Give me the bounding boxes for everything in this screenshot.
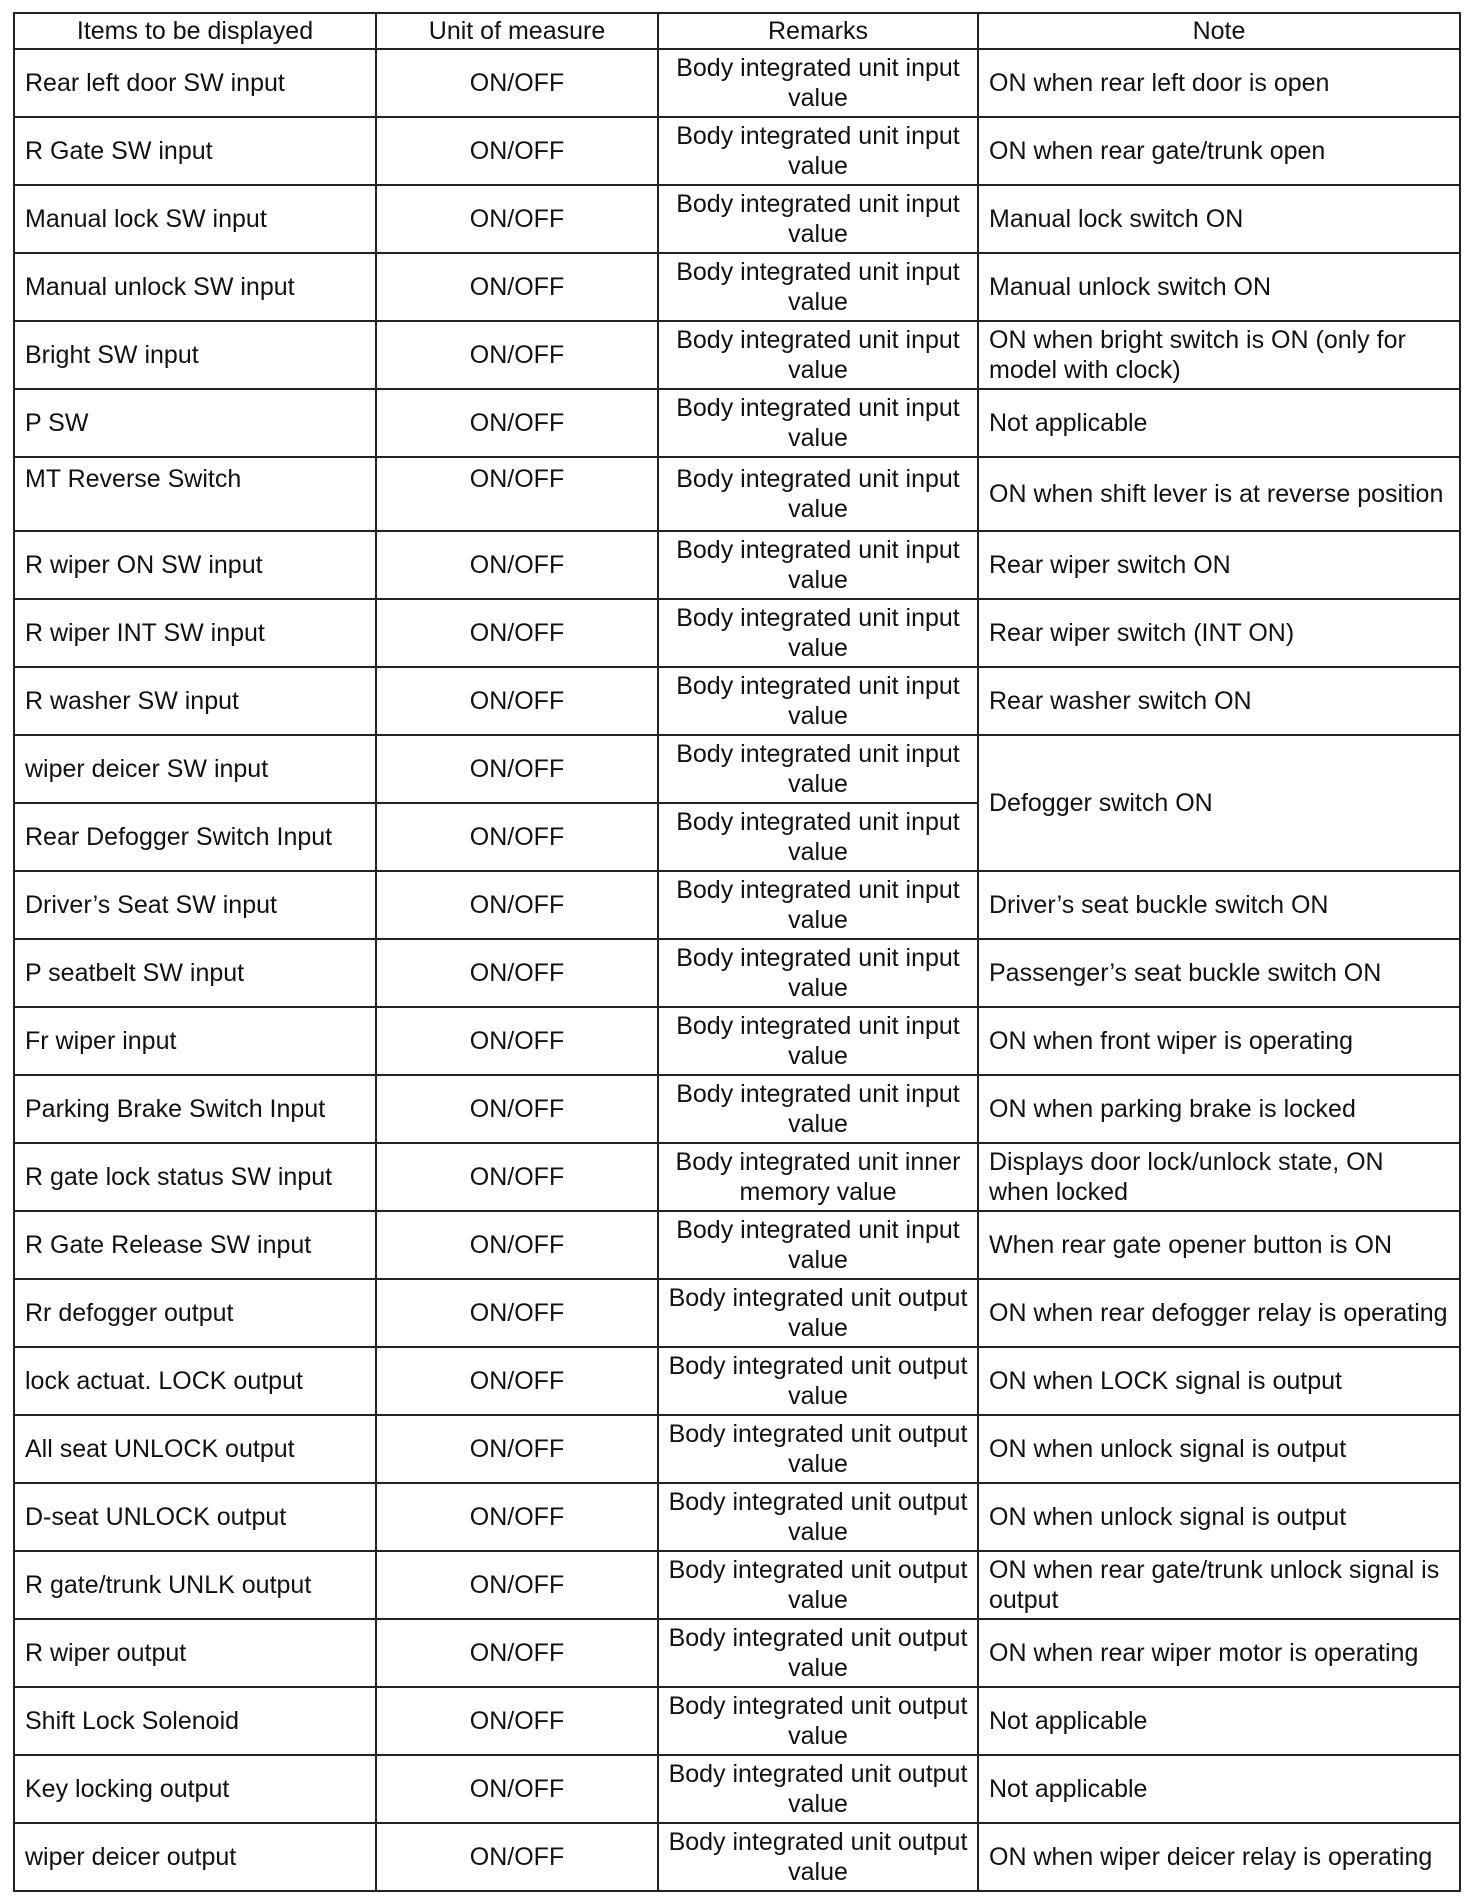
item-cell: Bright SW input [14, 321, 376, 389]
table-row [14, 1211, 1460, 1279]
table-row [14, 1143, 1460, 1211]
data-table [13, 12, 1461, 1892]
table-row [14, 389, 1460, 457]
unit-cell: ON/OFF [376, 253, 658, 321]
item-cell: R washer SW input [14, 667, 376, 735]
note-cell: ON when bright switch is ON (only for model with clock) [978, 321, 1460, 389]
table-row [14, 1755, 1460, 1823]
item-cell: Parking Brake Switch Input [14, 1075, 376, 1143]
remarks-cell: Body integrated unit output value [658, 1551, 978, 1619]
column-header-items: Items to be displayed [14, 13, 376, 49]
unit-cell: ON/OFF [376, 1279, 658, 1347]
note-cell: ON when rear gate/trunk open [978, 117, 1460, 185]
note-cell: ON when front wiper is operating [978, 1007, 1460, 1075]
table-row [14, 1687, 1460, 1755]
note-cell: ON when rear wiper motor is operating [978, 1619, 1460, 1687]
item-cell: R wiper ON SW input [14, 531, 376, 599]
note-cell: ON when unlock signal is output [978, 1483, 1460, 1551]
remarks-cell: Body integrated unit output value [658, 1687, 978, 1755]
remarks-cell: Body integrated unit output value [658, 1823, 978, 1891]
table-row [14, 1483, 1460, 1551]
item-cell: Shift Lock Solenoid [14, 1687, 376, 1755]
unit-cell: ON/OFF [376, 1007, 658, 1075]
table-row [14, 49, 1460, 117]
unit-cell: ON/OFF [376, 185, 658, 253]
remarks-cell: Body integrated unit input value [658, 667, 978, 735]
item-cell: wiper deicer SW input [14, 735, 376, 803]
unit-cell: ON/OFF [376, 735, 658, 803]
table-row [14, 1619, 1460, 1687]
remarks-cell: Body integrated unit input value [658, 117, 978, 185]
remarks-cell: Body integrated unit input value [658, 1075, 978, 1143]
item-cell: R Gate SW input [14, 117, 376, 185]
table-row [14, 1075, 1460, 1143]
remarks-cell: Body integrated unit output value [658, 1347, 978, 1415]
note-cell: ON when unlock signal is output [978, 1415, 1460, 1483]
remarks-cell: Body integrated unit input value [658, 457, 978, 531]
remarks-cell: Body integrated unit input value [658, 49, 978, 117]
note-cell: ON when rear gate/trunk unlock signal is output [978, 1551, 1460, 1619]
unit-cell: ON/OFF [376, 599, 658, 667]
remarks-cell: Body integrated unit input value [658, 599, 978, 667]
unit-cell: ON/OFF [376, 117, 658, 185]
item-cell: P seatbelt SW input [14, 939, 376, 1007]
header-row [14, 13, 1460, 49]
table-row [14, 253, 1460, 321]
unit-cell: ON/OFF [376, 1619, 658, 1687]
item-cell: R Gate Release SW input [14, 1211, 376, 1279]
remarks-cell: Body integrated unit input value [658, 735, 978, 803]
note-cell: Rear wiper switch (INT ON) [978, 599, 1460, 667]
column-header-remarks: Remarks [658, 13, 978, 49]
table-row [14, 185, 1460, 253]
unit-cell: ON/OFF [376, 871, 658, 939]
table-row [14, 1551, 1460, 1619]
table-row [14, 1347, 1460, 1415]
unit-cell: ON/OFF [376, 457, 658, 531]
unit-cell: ON/OFF [376, 1823, 658, 1891]
note-cell: Manual lock switch ON [978, 185, 1460, 253]
unit-cell: ON/OFF [376, 1551, 658, 1619]
unit-cell: ON/OFF [376, 667, 658, 735]
item-cell: P SW [14, 389, 376, 457]
note-cell: When rear gate opener button is ON [978, 1211, 1460, 1279]
note-cell: Rear wiper switch ON [978, 531, 1460, 599]
unit-cell: ON/OFF [376, 1483, 658, 1551]
table-row [14, 1007, 1460, 1075]
remarks-cell: Body integrated unit output value [658, 1755, 978, 1823]
unit-cell: ON/OFF [376, 1211, 658, 1279]
column-header-unit: Unit of measure [376, 13, 658, 49]
note-cell: Displays door lock/unlock state, ON when locked [978, 1143, 1460, 1211]
table-row [14, 1823, 1460, 1891]
note-cell: ON when rear defogger relay is operating [978, 1279, 1460, 1347]
table-row [14, 939, 1460, 1007]
item-cell: R wiper output [14, 1619, 376, 1687]
table-row [14, 321, 1460, 389]
remarks-cell: Body integrated unit output value [658, 1483, 978, 1551]
table-row [14, 735, 1460, 803]
unit-cell: ON/OFF [376, 1755, 658, 1823]
table-row [14, 531, 1460, 599]
unit-cell: ON/OFF [376, 1075, 658, 1143]
column-header-note: Note [978, 13, 1460, 49]
remarks-cell: Body integrated unit input value [658, 531, 978, 599]
note-cell: ON when shift lever is at reverse position [978, 457, 1460, 531]
item-cell: Key locking output [14, 1755, 376, 1823]
item-cell: R gate/trunk UNLK output [14, 1551, 376, 1619]
remarks-cell: Body integrated unit input value [658, 185, 978, 253]
item-cell: R gate lock status SW input [14, 1143, 376, 1211]
note-cell: Not applicable [978, 1687, 1460, 1755]
note-cell: Rear washer switch ON [978, 667, 1460, 735]
unit-cell: ON/OFF [376, 803, 658, 871]
item-cell: lock actuat. LOCK output [14, 1347, 376, 1415]
note-cell: ON when parking brake is locked [978, 1075, 1460, 1143]
unit-cell: ON/OFF [376, 321, 658, 389]
unit-cell: ON/OFF [376, 939, 658, 1007]
table-row [14, 117, 1460, 185]
remarks-cell: Body integrated unit input value [658, 871, 978, 939]
table-row [14, 871, 1460, 939]
table-row [14, 457, 1460, 531]
note-cell: ON when wiper deicer relay is operating [978, 1823, 1460, 1891]
item-cell: Rear left door SW input [14, 49, 376, 117]
item-cell: Rear Defogger Switch Input [14, 803, 376, 871]
remarks-cell: Body integrated unit output value [658, 1415, 978, 1483]
remarks-cell: Body integrated unit input value [658, 389, 978, 457]
item-cell: Driver’s Seat SW input [14, 871, 376, 939]
unit-cell: ON/OFF [376, 1687, 658, 1755]
note-cell: Not applicable [978, 1755, 1460, 1823]
item-cell: MT Reverse Switch [14, 457, 376, 531]
note-cell: ON when rear left door is open [978, 49, 1460, 117]
remarks-cell: Body integrated unit input value [658, 321, 978, 389]
remarks-cell: Body integrated unit input value [658, 1211, 978, 1279]
unit-cell: ON/OFF [376, 1347, 658, 1415]
note-cell: Passenger’s seat buckle switch ON [978, 939, 1460, 1007]
item-cell: D-seat UNLOCK output [14, 1483, 376, 1551]
note-cell: Not applicable [978, 389, 1460, 457]
item-cell: wiper deicer output [14, 1823, 376, 1891]
unit-cell: ON/OFF [376, 1415, 658, 1483]
note-cell: Manual unlock switch ON [978, 253, 1460, 321]
item-cell: All seat UNLOCK output [14, 1415, 376, 1483]
item-cell: Rr defogger output [14, 1279, 376, 1347]
unit-cell: ON/OFF [376, 1143, 658, 1211]
unit-cell: ON/OFF [376, 49, 658, 117]
note-cell-merged: Defogger switch ON [978, 735, 1460, 871]
table-row [14, 1279, 1460, 1347]
note-cell: Driver’s seat buckle switch ON [978, 871, 1460, 939]
remarks-cell: Body integrated unit input value [658, 939, 978, 1007]
remarks-cell: Body integrated unit input value [658, 803, 978, 871]
remarks-cell: Body integrated unit output value [658, 1619, 978, 1687]
table-row [14, 1415, 1460, 1483]
unit-cell: ON/OFF [376, 389, 658, 457]
item-cell: Manual lock SW input [14, 185, 376, 253]
table-row [14, 599, 1460, 667]
item-cell: R wiper INT SW input [14, 599, 376, 667]
remarks-cell: Body integrated unit output value [658, 1279, 978, 1347]
unit-cell: ON/OFF [376, 531, 658, 599]
item-cell: Manual unlock SW input [14, 253, 376, 321]
remarks-cell: Body integrated unit inner memory value [658, 1143, 978, 1211]
table-row [14, 667, 1460, 735]
item-cell: Fr wiper input [14, 1007, 376, 1075]
note-cell: ON when LOCK signal is output [978, 1347, 1460, 1415]
remarks-cell: Body integrated unit input value [658, 1007, 978, 1075]
remarks-cell: Body integrated unit input value [658, 253, 978, 321]
